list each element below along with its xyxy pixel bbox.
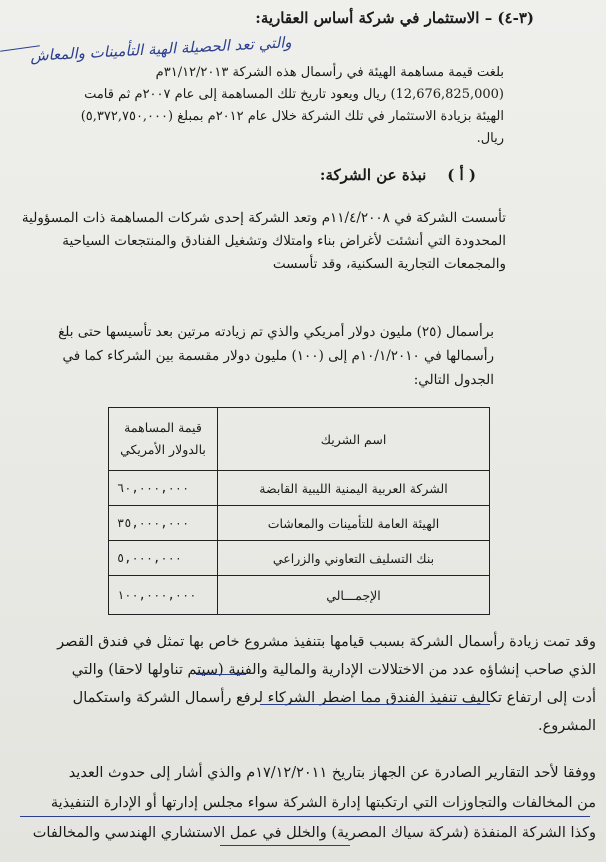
partner-value: ٥,٠٠٠,٠٠٠ (109, 541, 218, 576)
underline-mark (260, 704, 490, 705)
partner-name: الهيئة العامة للتأمينات والمعاشات (218, 506, 490, 541)
increase-line-3: أدت إلى ارتفاع تكاليف تنفيذ الفندق مما اضطر الشركاء لرفع رأسمال الشركة واستكمال (72, 690, 596, 706)
table-header-row (109, 408, 490, 471)
partner-name: الشركة العربية اليمنية الليبية القابضة (218, 471, 490, 506)
underline-mark (20, 816, 590, 817)
about-line-3: والمجمعات التجارية السكنية، وقد تأسست (272, 256, 506, 272)
reports-line-2: من المخالفات والتجاوزات التي ارتكبتها إدارة الشركة سواء مجلس إدارتها أو الإدارة التنفيذية (50, 795, 596, 811)
subsection-heading (76, 166, 476, 184)
intro-line-3: الهيئة بزيادة الاستثمار في تلك الشركة خلال عام ٢٠١٢م بمبلغ (٥,٣٧٢,٧٥٠,٠٠٠) (80, 109, 504, 124)
reports-line-3: وكذا الشركة المنفذة (شركة سياك المصرية) والخلل في عمل الاستشاري الهندسي والمخالفات (32, 825, 596, 841)
increase-line-4: المشروع. (537, 718, 596, 734)
intro-line-2: (12,676,825,000) ريال ويعود تاريخ تلك المساهمة إلى عام ٢٠٠٧م ثم قامت (84, 87, 504, 102)
section-title: الاستثمار في شركة أساس العقارية: (255, 9, 480, 27)
about-paragraph (21, 207, 506, 276)
intro-line-4: ريال. (476, 131, 504, 146)
header-contribution-value: قيمة المساهمة بالدولار الأمريكي (109, 408, 218, 471)
total-value: ١٠٠,٠٠٠,٠٠٠ (109, 576, 218, 615)
increase-paragraph (36, 628, 596, 740)
subsection-number: ( أ ) (447, 166, 476, 184)
shareholders-table (108, 407, 490, 615)
increase-line-2: الذي صاحب إنشاؤه عدد من الاختلالات الإدارية والمالية والفنية (سيتم تناولها لاحقا) والتي (71, 662, 596, 678)
partner-name: بنك التسليف التعاوني والزراعي (218, 541, 490, 576)
table-row (109, 471, 490, 506)
handwritten-note: والتي تعد الحصيلة الهية التأمينات والمعاش (29, 33, 292, 65)
intro-line-1: بلغت قيمة مساهمة الهيئة في رأسمال هذه الشركة ٣١/١٢/٢٠١٣م (155, 65, 504, 80)
capital-line-3: الجدول التالي: (413, 372, 494, 388)
header-partner-name: اسم الشريك (218, 408, 490, 471)
partner-value: ٣٥,٠٠٠,٠٠٠ (109, 506, 218, 541)
about-line-2: المحدودة التي أنشئت لأغراض بناء وامتلاك وتشغيل الفنادق والمنتجعات السياحية (62, 233, 506, 249)
capital-paragraph (34, 320, 494, 392)
total-label: الإجمـــالي (218, 576, 490, 615)
section-number: (٣-٤) – (484, 9, 534, 27)
reports-line-1: ووفقا لأحد التقارير الصادرة عن الجهاز بتاريخ ١٧/١٢/٢٠١١م والذي أشار إلى حدوث العديد (68, 765, 596, 781)
section-heading (14, 9, 534, 27)
partner-value: ٦٠,٠٠٠,٠٠٠ (109, 471, 218, 506)
capital-line-1: برأسمال (٢٥) مليون دولار أمريكي والذي تم زيادته مرتين بعد تأسيسها حتى بلغ (58, 324, 494, 340)
underline-mark (220, 845, 350, 846)
capital-line-2: رأسمالها في ١٠/١/٢٠١٠م إلى (١٠٠) مليون دولار مقسمة بين الشركاء كما في (62, 348, 494, 364)
underline-mark (196, 674, 246, 675)
table-row (109, 506, 490, 541)
increase-line-1: وقد تمت زيادة رأسمال الشركة بسبب قيامها بتنفيذ مشروع خاص بها تمثل في فندق القصر (57, 634, 596, 650)
reports-paragraph (26, 758, 596, 848)
table-row (109, 541, 490, 576)
intro-paragraph (64, 62, 504, 150)
table-total-row (109, 576, 490, 615)
subsection-title: نبذة عن الشركة: (319, 166, 427, 184)
about-line-1: تأسست الشركة في ١١/٤/٢٠٠٨م وتعد الشركة إحدى شركات المساهمة ذات المسؤولية (21, 210, 506, 226)
